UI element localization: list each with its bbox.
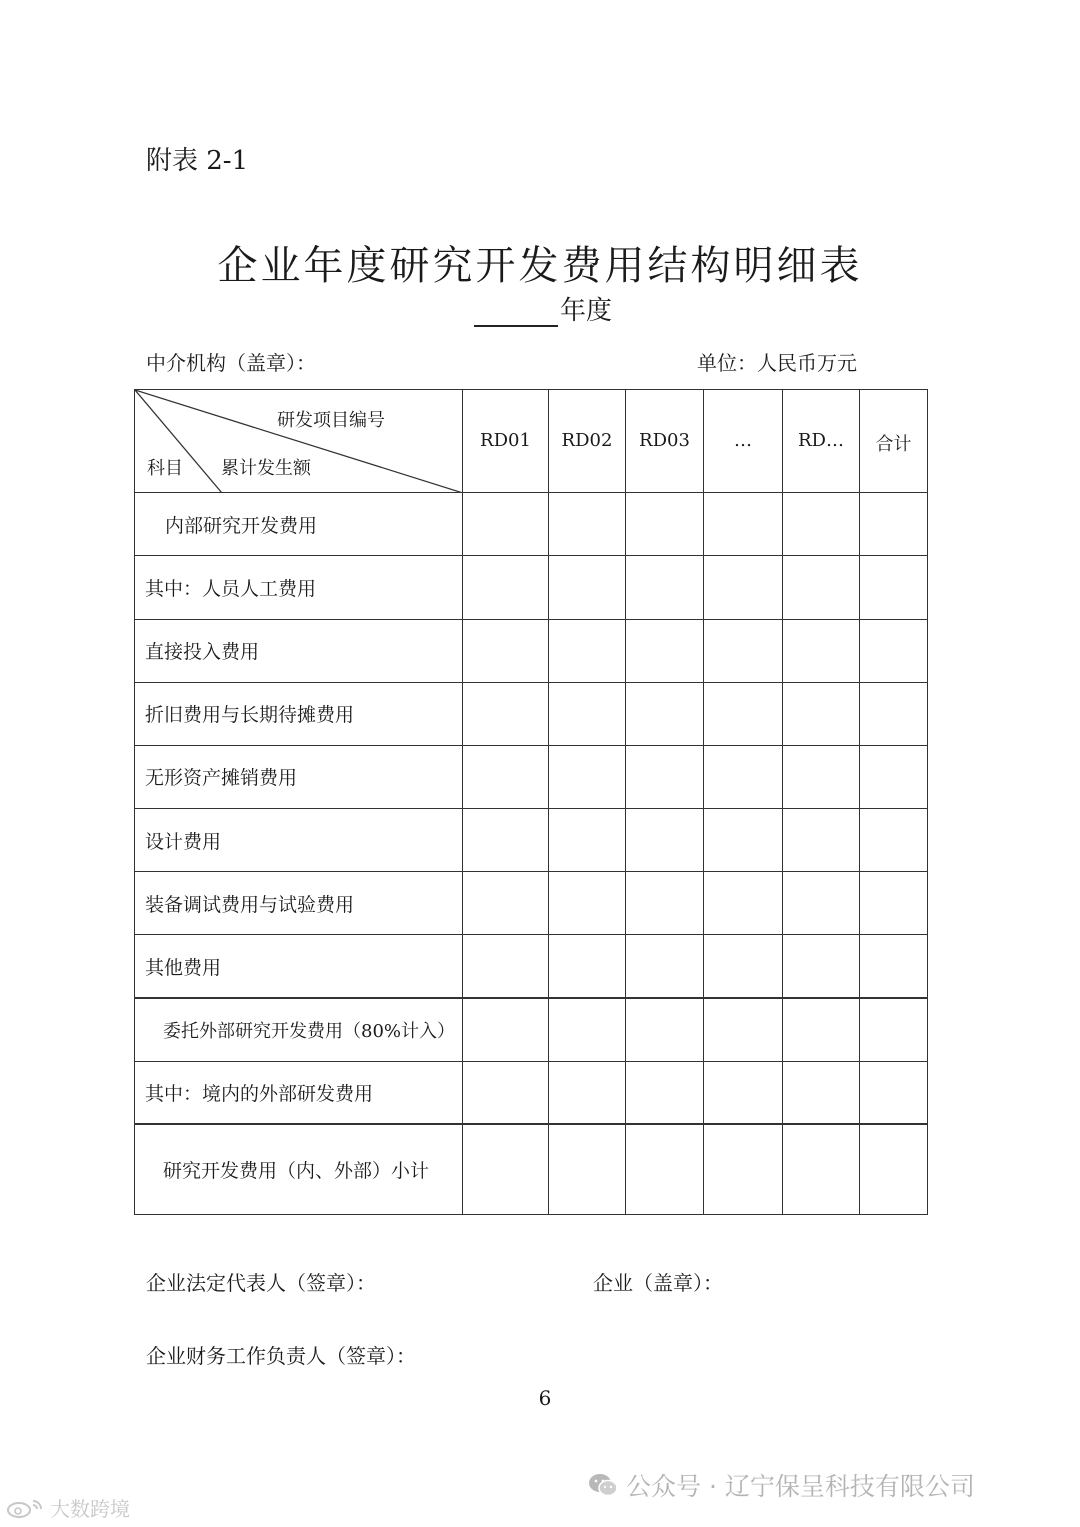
row-label: 直接投入费用 [135, 619, 463, 682]
table-cell[interactable] [783, 935, 860, 998]
page-title: 企业年度研究开发费用结构明细表 [217, 243, 863, 289]
table-cell[interactable] [860, 808, 928, 871]
table-cell[interactable] [783, 872, 860, 935]
table-cell[interactable] [463, 998, 549, 1061]
table-cell[interactable] [549, 745, 626, 808]
table-cell[interactable] [463, 1061, 549, 1124]
table-cell[interactable] [783, 808, 860, 871]
column-header: RD03 [626, 390, 704, 493]
table-cell[interactable] [463, 556, 549, 619]
table-row [135, 998, 928, 1061]
weibo-icon [6, 1497, 46, 1519]
corner-watermark-text: 大数跨境 [50, 1497, 130, 1521]
row-label: 设计费用 [135, 808, 463, 871]
table-cell[interactable] [860, 682, 928, 745]
table-cell[interactable] [626, 998, 704, 1061]
table-cell[interactable] [783, 682, 860, 745]
page-number: 6 [538, 1386, 552, 1410]
finance-head-signature-label: 企业财务工作负责人（签章）： [146, 1344, 416, 1368]
row-label: 无形资产摊销费用 [135, 745, 463, 808]
table-row [135, 1061, 928, 1124]
expense-table [134, 389, 927, 1215]
table-row [135, 682, 928, 745]
unit-label: 单位：人民币万元 [697, 351, 857, 375]
row-label: 研究开发费用（内、外部）小计 [135, 1124, 463, 1214]
row-label: 其中：人员人工费用 [135, 556, 463, 619]
legal-rep-signature-label: 企业法定代表人（签章）： [146, 1271, 376, 1295]
table-cell[interactable] [463, 1124, 549, 1214]
table-cell[interactable] [549, 493, 626, 556]
table-cell[interactable] [626, 493, 704, 556]
table-cell[interactable] [704, 998, 783, 1061]
column-header: 合计 [860, 390, 928, 493]
table-cell[interactable] [626, 1061, 704, 1124]
table-cell[interactable] [549, 1124, 626, 1214]
table-row [135, 808, 928, 871]
wechat-watermark [588, 1467, 975, 1503]
table-cell[interactable] [549, 619, 626, 682]
table-cell[interactable] [626, 682, 704, 745]
table-cell[interactable] [463, 619, 549, 682]
agency-label: 中介机构（盖章）： [146, 351, 316, 375]
table-row [135, 493, 928, 556]
table-cell[interactable] [626, 619, 704, 682]
table-cell[interactable] [783, 998, 860, 1061]
row-label: 内部研究开发费用 [135, 493, 463, 556]
table-cell[interactable] [549, 556, 626, 619]
table-header-row [135, 390, 928, 493]
table-cell[interactable] [783, 745, 860, 808]
corner-watermark [6, 1493, 130, 1522]
table-cell[interactable] [704, 745, 783, 808]
row-label: 折旧费用与长期待摊费用 [135, 682, 463, 745]
corner-amount-label: 累计发生额 [221, 458, 311, 479]
table-cell[interactable] [704, 619, 783, 682]
table-cell[interactable] [626, 556, 704, 619]
table-cell[interactable] [704, 1061, 783, 1124]
table-cell[interactable] [626, 872, 704, 935]
corner-header-cell [135, 390, 463, 493]
table-cell[interactable] [860, 1061, 928, 1124]
table-cell[interactable] [549, 682, 626, 745]
table-cell[interactable] [626, 745, 704, 808]
table-cell[interactable] [860, 1124, 928, 1214]
year-blank [474, 297, 558, 327]
table-cell[interactable] [626, 808, 704, 871]
table-cell[interactable] [783, 1061, 860, 1124]
table-row [135, 556, 928, 619]
table-cell[interactable] [860, 556, 928, 619]
table-cell[interactable] [549, 1061, 626, 1124]
row-label: 其他费用 [135, 935, 463, 998]
table-cell[interactable] [704, 808, 783, 871]
table-cell[interactable] [463, 493, 549, 556]
table-row [135, 619, 928, 682]
table-cell[interactable] [463, 872, 549, 935]
table-cell[interactable] [860, 745, 928, 808]
table-cell[interactable] [549, 808, 626, 871]
year-suffix: 年度 [560, 296, 613, 326]
table-cell[interactable] [860, 619, 928, 682]
table-cell[interactable] [549, 935, 626, 998]
table-cell[interactable] [860, 935, 928, 998]
table-cell[interactable] [463, 808, 549, 871]
table-row [135, 935, 928, 998]
table-cell[interactable] [463, 935, 549, 998]
table-cell[interactable] [783, 619, 860, 682]
corner-subject-label: 科目 [147, 458, 183, 479]
table-cell[interactable] [463, 745, 549, 808]
table-cell[interactable] [704, 935, 783, 998]
table-cell[interactable] [626, 1124, 704, 1214]
table-row [135, 1124, 928, 1214]
column-header: RD01 [463, 390, 549, 493]
wechat-watermark-text: 公众号 · 辽宁保呈科技有限公司 [626, 1472, 975, 1501]
table-cell[interactable] [463, 682, 549, 745]
table-cell[interactable] [860, 493, 928, 556]
table-cell[interactable] [860, 998, 928, 1061]
enterprise-seal-label: 企业（盖章）： [593, 1271, 723, 1295]
table-cell[interactable] [783, 493, 860, 556]
table-cell[interactable] [549, 872, 626, 935]
column-header: RD02 [549, 390, 626, 493]
table-cell[interactable] [626, 935, 704, 998]
year-line [474, 290, 612, 327]
table-cell[interactable] [860, 872, 928, 935]
table-row [135, 872, 928, 935]
table-cell[interactable] [704, 493, 783, 556]
table-cell[interactable] [704, 872, 783, 935]
appendix-label: 附表 2-1 [146, 146, 249, 176]
row-label: 其中：境内的外部研发费用 [135, 1061, 463, 1124]
column-header: RD… [783, 390, 860, 493]
wechat-icon [588, 1472, 618, 1498]
table-cell[interactable] [704, 1124, 783, 1214]
column-header: … [704, 390, 783, 493]
table-cell[interactable] [783, 1124, 860, 1214]
table-cell[interactable] [549, 998, 626, 1061]
row-label: 委托外部研究开发费用（80%计入） [135, 998, 463, 1061]
table-row [135, 745, 928, 808]
table-cell[interactable] [704, 682, 783, 745]
table-cell[interactable] [704, 556, 783, 619]
table-cell[interactable] [783, 556, 860, 619]
row-label: 装备调试费用与试验费用 [135, 872, 463, 935]
corner-project-label: 研发项目编号 [277, 410, 385, 431]
